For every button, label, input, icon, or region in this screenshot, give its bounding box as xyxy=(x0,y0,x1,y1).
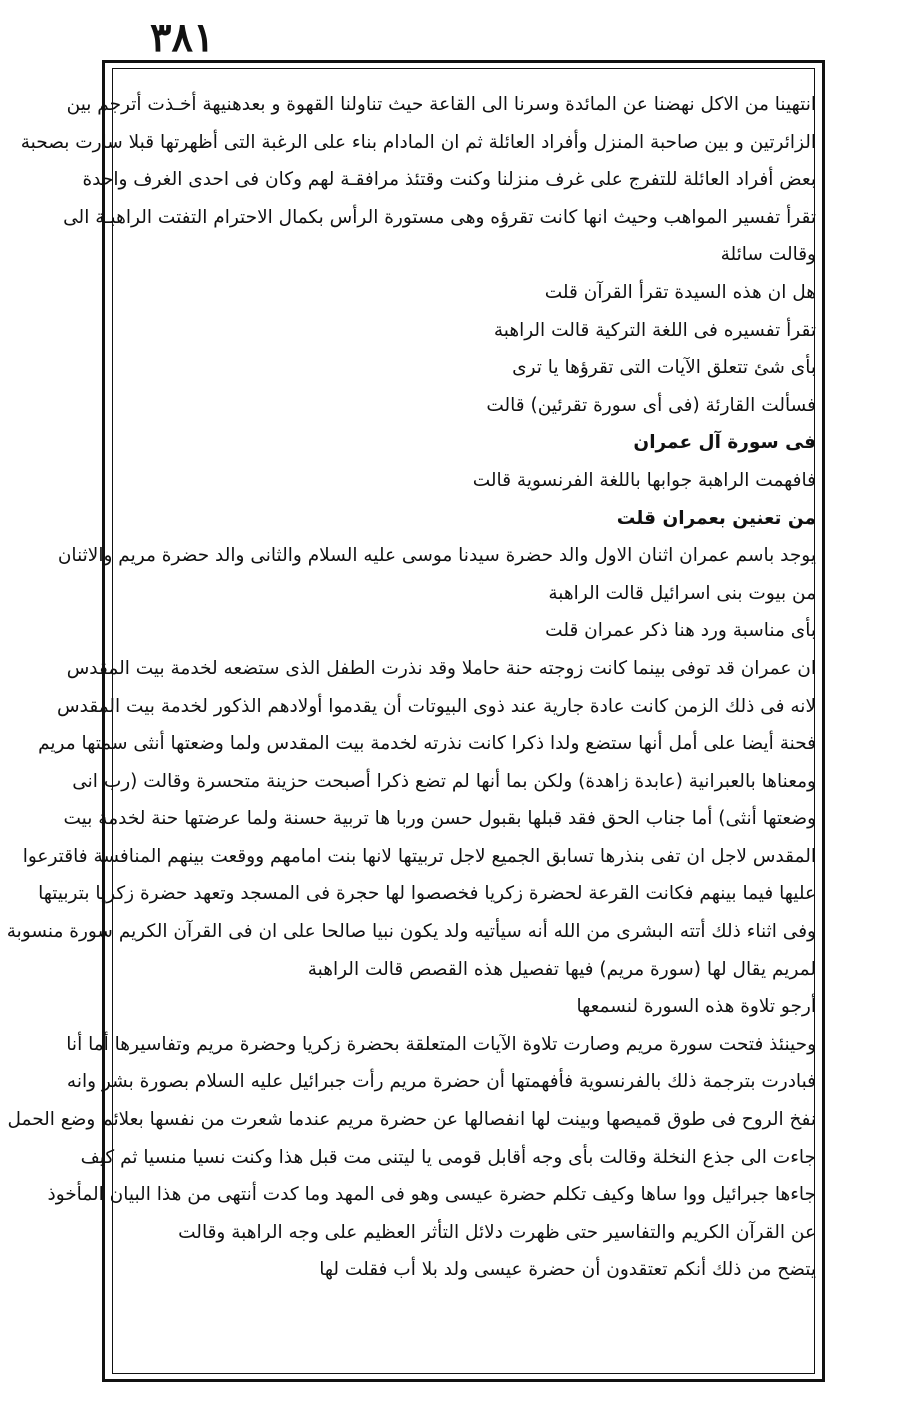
text-line: المقدس لاجل ان تفى بنذرها تسابق الجميع لاجل تربيتها لانها بنت امامهم ووقعت بينهم المنافسة فاقترعوا xyxy=(22,845,816,867)
text-line: فحنة أيضا على أمل أنها ستضع ولدا ذكرا كانت نذرته لخدمة بيت المقدس ولما وضعتها أنثى سمتها مريم xyxy=(38,733,816,755)
text-line: وقالت سائلة xyxy=(720,244,816,266)
page-number: ۳۸۱ xyxy=(150,14,215,61)
text-line: من بيوت بنى اسرائيل قالت الراهبة xyxy=(548,582,816,604)
text-line: لمريم يقال لها (سورة مريم) فيها تفصيل هذه القصص قالت الراهبة xyxy=(307,958,816,980)
text-line: لانه فى ذلك الزمن كانت عادة جارية عند ذوى البيوتات أن يقدموا أولادهم الذكور لخدمة بيت المقدس xyxy=(57,695,816,717)
text-line: جاءها جبرائيل ووا ساها وكيف تكلم حضرة عيسى وهو فى المهد وما كدت أنتهى من هذا البيان المأخوذ xyxy=(47,1184,816,1206)
text-line: هل ان هذه السيدة تقرأ القرآن قلت xyxy=(544,281,816,303)
text-line: وضعتها أنثى) أما جناب الحق فقد قبلها بقبول حسن وربا ها تربية حسنة ولما عرضتها حنة لخدمة بيت xyxy=(63,808,816,830)
text-line: فافهمت الراهبة جوابها باللغة الفرنسوية قالت xyxy=(472,469,816,491)
text-line: أرجو تلاوة هذه السورة لنسمعها xyxy=(576,996,816,1018)
text-line: الزائرتين و بين صاحبة المنزل وأفراد العائلة ثم ان المادام بناء على الرغبة التى أظهرتها قبلا سارت بصحبة xyxy=(20,131,816,153)
text-line: تقرأ تفسيره فى اللغة التركية قالت الراهبة xyxy=(493,319,816,341)
text-line: فبادرت بترجمة ذلك بالفرنسوية فأفهمتها أن حضرة مريم رأت جبرائيل عليه السلام بصورة بشر وانه xyxy=(66,1071,816,1093)
body-text xyxy=(6,86,820,1289)
text-line: من تعنين بعمران قلت xyxy=(616,507,816,529)
text-line: ومعناها بالعبرانية (عابدة زاهدة) ولكن بما أنها لم تضع ذكرا أصبحت حزينة متحسرة وقالت (رب انى xyxy=(72,770,816,792)
text-line: بأى مناسبة ورد هنا ذكر عمران قلت xyxy=(545,620,816,642)
text-line: انتهينا من الاكل نهضنا عن المائدة وسرنا الى القاعة حيث تناولنا القهوة و بعدهنيهة أخـذت أترجم بين xyxy=(66,94,816,115)
text-line: بأى شئ تتعلق الآيات التى تقرؤها يا ترى xyxy=(512,357,816,379)
text-line: عليها فيما بينهم فكانت القرعة لحضرة زكريا فخصصوا لها حجرة فى المسجد وتعهد حضرة زكريا بتربيتها xyxy=(38,883,816,905)
text-line: فى سورة آل عمران xyxy=(633,432,816,454)
text-line: فسألت القارئة (فى أى سورة تقرئين) قالت xyxy=(486,394,816,416)
text-line: يوجد باسم عمران اثنان الاول والد حضرة سيدنا موسى عليه السلام والثانى والد حضرة مريم والاثنان xyxy=(57,545,816,567)
text-line: نفخ الروح فى طوق قميصها وبينت لها انفصالها عن حضرة مريم عندما شعرت من نفسها بعلائم وضع الحمل xyxy=(7,1109,816,1131)
text-line: وفى اثناء ذلك أتته البشرى من الله أنه سيأتيه ولد يكون نبيا صالحا على ان فى القرآن الكريم سورة منسوبة xyxy=(6,921,816,943)
text-line: يتضح من ذلك أنكم تعتقدون أن حضرة عيسى ولد بلا أب فقلت لها xyxy=(319,1259,816,1281)
text-line: ان عمران قد توفى بينما كانت زوجته حنة حاملا وقد نذرت الطفل الذى ستضعه لخدمة بيت المقدس xyxy=(66,657,816,679)
text-line: وحينئذ فتحت سورة مريم وصارت تلاوة الآيات المتعلقة بحضرة زكريا وحضرة مريم وتفاسيرها أما أنا xyxy=(66,1033,816,1055)
text-line: تقرأ تفسير المواهب وحيث انها كانت تقرؤه وهى مستورة الرأس بكمال الاحترام التفتت الراهبـة الى xyxy=(63,206,816,228)
text-line: جاءت الى جذع النخلة وقالت بأى وجه أقابل قومى يا ليتنى مت قبل هذا وكنت نسيا منسيا ثم كيف xyxy=(80,1146,816,1168)
text-line: بعض أفراد العائلة للتفرج على غرف منزلنا وكنت وقتئذ مرافقـة لهم وكان فى احدى الغرف واحدة xyxy=(82,169,816,191)
text-line: عن القرآن الكريم والتفاسير حتى ظهرت دلائل التأثر العظيم على وجه الراهبة وقالت xyxy=(178,1221,816,1243)
